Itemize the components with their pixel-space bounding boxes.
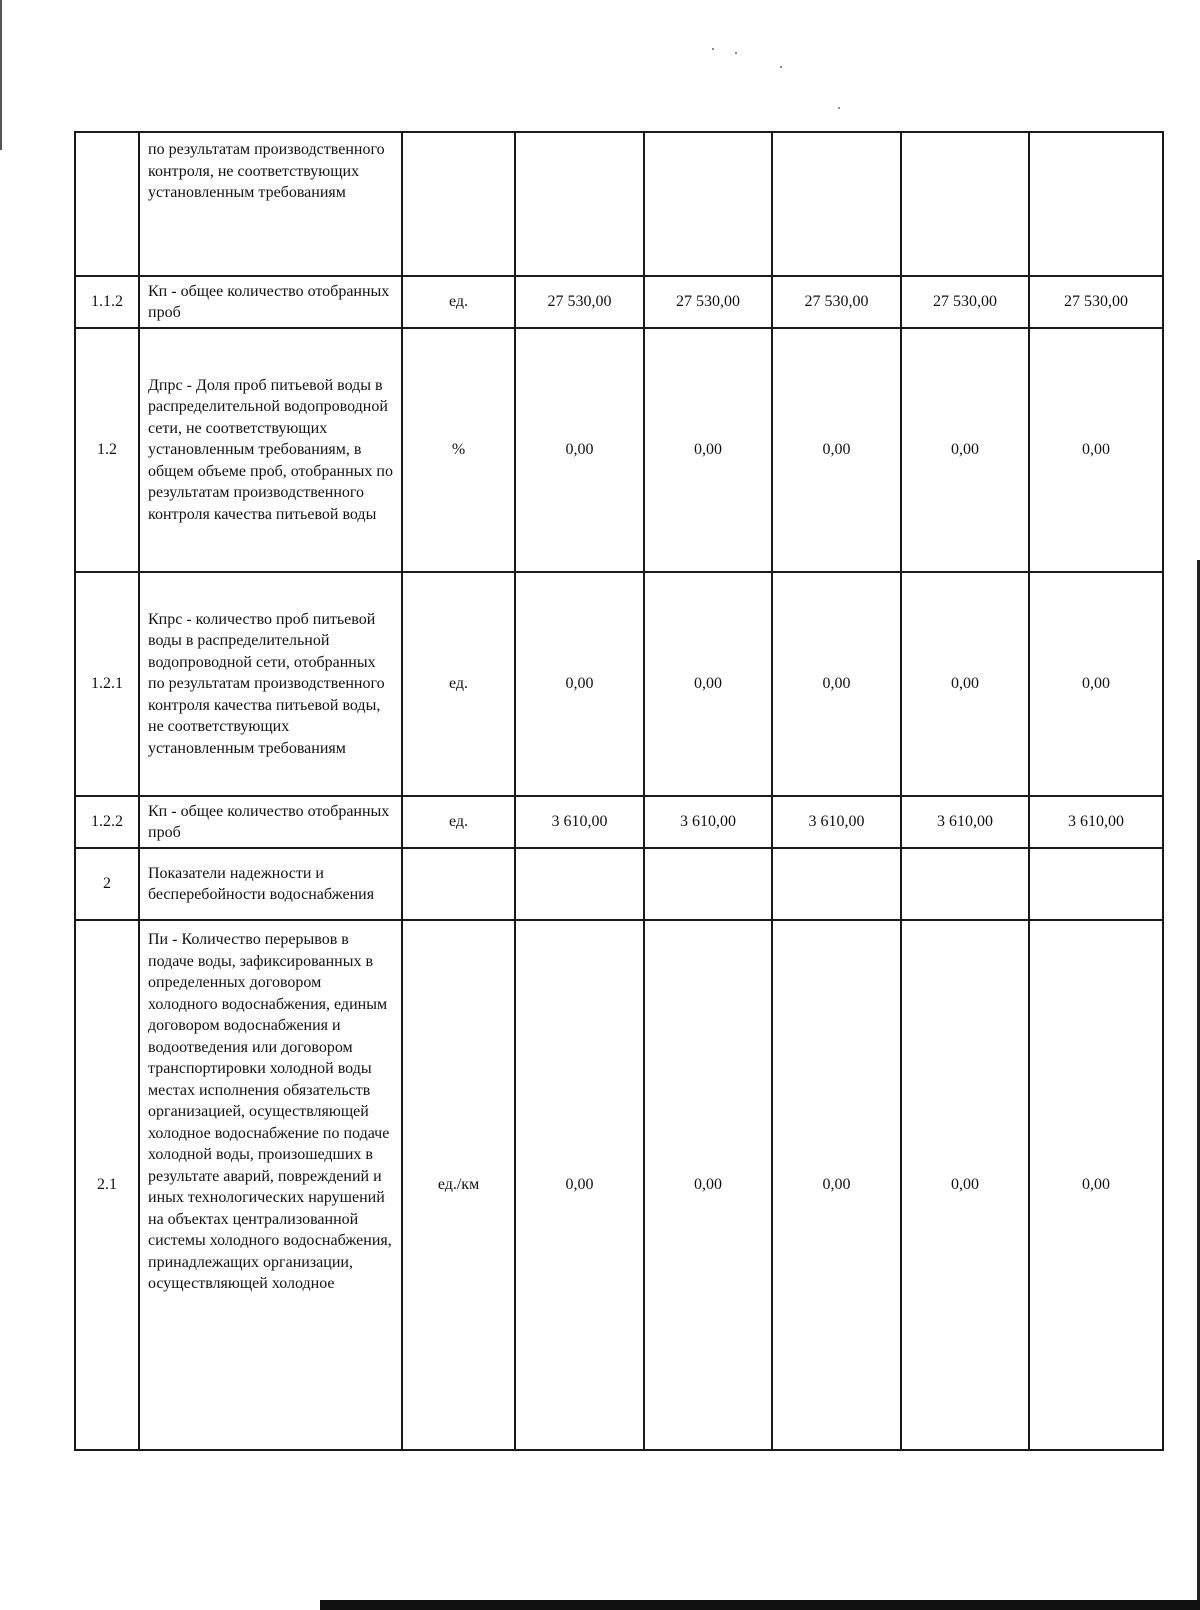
scan-edge-left	[0, 0, 2, 150]
scan-speck	[838, 107, 840, 109]
scan-speck	[735, 52, 737, 54]
value-cell: 0,00	[515, 572, 644, 796]
indicator-description: Кпрс - количество проб питьевой воды в распределительной водопроводной сети, отобранных по результатам производственного контроля качества питьевой воды, не соответствующих установленным требованиям	[139, 572, 402, 796]
value-cell	[515, 848, 644, 920]
value-cell	[644, 848, 772, 920]
indicators-table	[74, 131, 1164, 1451]
value-cell: 0,00	[515, 328, 644, 572]
value-cell: 27 530,00	[1029, 276, 1163, 328]
table-row	[75, 328, 1163, 572]
section-heading: Показатели надежности и бесперебойности водоснабжения	[139, 848, 402, 920]
value-cell: 0,00	[901, 572, 1029, 796]
table-row	[75, 276, 1163, 328]
scan-speck	[780, 66, 782, 68]
unit-cell: ед./км	[402, 920, 515, 1450]
value-cell: 27 530,00	[644, 276, 772, 328]
value-cell: 0,00	[644, 572, 772, 796]
value-cell	[644, 132, 772, 276]
value-cell	[1029, 848, 1163, 920]
value-cell	[515, 132, 644, 276]
unit-cell: %	[402, 328, 515, 572]
row-number: 1.2.2	[75, 796, 139, 848]
table-row	[75, 572, 1163, 796]
value-cell	[1029, 132, 1163, 276]
value-cell: 27 530,00	[901, 276, 1029, 328]
value-cell	[772, 848, 901, 920]
value-cell: 3 610,00	[901, 796, 1029, 848]
value-cell: 3 610,00	[772, 796, 901, 848]
row-number: 1.1.2	[75, 276, 139, 328]
indicator-description: Кп - общее количество отобранных проб	[139, 796, 402, 848]
value-cell: 0,00	[1029, 328, 1163, 572]
scan-speck	[712, 48, 714, 50]
value-cell: 0,00	[772, 328, 901, 572]
value-cell: 27 530,00	[515, 276, 644, 328]
row-number: 2.1	[75, 920, 139, 1450]
row-number: 2	[75, 848, 139, 920]
scan-bottom-edge	[320, 1600, 1200, 1610]
value-cell: 0,00	[1029, 572, 1163, 796]
table-row	[75, 132, 1163, 276]
value-cell: 0,00	[1029, 920, 1163, 1450]
value-cell	[901, 132, 1029, 276]
unit-cell: ед.	[402, 276, 515, 328]
value-cell: 3 610,00	[644, 796, 772, 848]
value-cell: 0,00	[772, 920, 901, 1450]
value-cell: 0,00	[901, 328, 1029, 572]
value-cell: 3 610,00	[515, 796, 644, 848]
table-row	[75, 796, 1163, 848]
value-cell: 0,00	[772, 572, 901, 796]
row-number: 1.2.1	[75, 572, 139, 796]
value-cell: 3 610,00	[1029, 796, 1163, 848]
unit-cell	[402, 132, 515, 276]
value-cell	[901, 848, 1029, 920]
value-cell: 0,00	[644, 920, 772, 1450]
indicator-description: Пи - Количество перерывов в подаче воды, зафиксированных в определенных договором холодного водоснабжения, единым договором водоснабжения и водоотведения или договором транспортировки холодной воды местах исполнения обязательств организацией, осуществляющей холодное водоснабжение по подаче холодной воды, произошедших в результате аварий, повреждений и иных технологических нарушений на объектах централизованной системы холодного водоснабжения, принадлежащих организации, осуществляющей холодное	[139, 920, 402, 1450]
value-cell: 0,00	[515, 920, 644, 1450]
value-cell: 27 530,00	[772, 276, 901, 328]
value-cell	[772, 132, 901, 276]
unit-cell	[402, 848, 515, 920]
indicator-description: по результатам производственного контроля, не соответствующих установленным требованиям	[139, 132, 402, 276]
table-row	[75, 848, 1163, 920]
unit-cell: ед.	[402, 572, 515, 796]
row-number	[75, 132, 139, 276]
unit-cell: ед.	[402, 796, 515, 848]
row-number: 1.2	[75, 328, 139, 572]
value-cell: 0,00	[644, 328, 772, 572]
indicator-description: Дпрс - Доля проб питьевой воды в распределительной водопроводной сети, не соответствующих установленным требованиям, в общем объеме проб, отобранных по результатам производственного контроля качества питьевой воды	[139, 328, 402, 572]
value-cell: 0,00	[901, 920, 1029, 1450]
indicator-description: Кп - общее количество отобранных проб	[139, 276, 402, 328]
table-row	[75, 920, 1163, 1450]
